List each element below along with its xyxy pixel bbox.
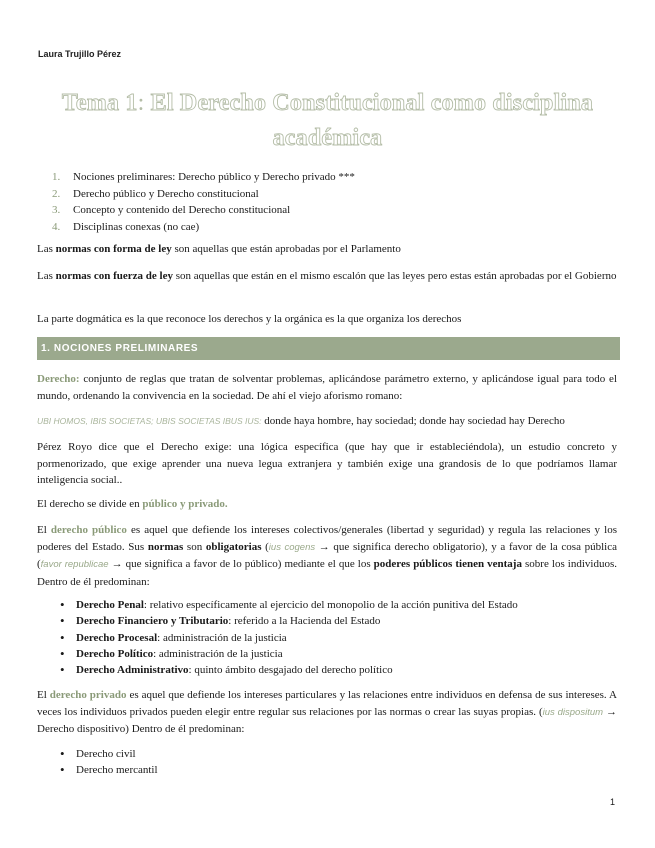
latin-term: ius cogens bbox=[268, 541, 316, 553]
text: → que significa derecho obligatorio), y a favor de la cosa pública ( bbox=[37, 540, 617, 570]
toc-text: Concepto y contenido del Derecho constitucional bbox=[73, 204, 291, 216]
title-part1: Tema 1 bbox=[61, 90, 138, 116]
text: donde haya hombre, hay sociedad; donde hay sociedad hay Derecho bbox=[261, 415, 565, 427]
toc-text: Derecho público y Derecho constitucional bbox=[73, 187, 259, 200]
list-item: • Derecho mercantil bbox=[60, 762, 158, 778]
text: Las bbox=[37, 270, 56, 282]
paragraph-normas-fuerza-ley bbox=[37, 268, 617, 285]
paragraph-parte-dogmatica bbox=[37, 311, 617, 328]
list-item bbox=[60, 646, 518, 662]
toc-number: 4. bbox=[52, 220, 61, 233]
list-item bbox=[60, 662, 518, 678]
text: : administración de la justicia bbox=[153, 647, 283, 660]
text: : administración de la justicia bbox=[157, 631, 287, 644]
table-of-contents bbox=[52, 169, 355, 235]
text: son aquellas que están en el mismo escalón que las leyes pero estas están aprobadas por el Gobierno bbox=[172, 270, 617, 282]
paragraph-perez-royo bbox=[37, 439, 617, 489]
text: El bbox=[37, 524, 51, 536]
paragraph-division bbox=[37, 496, 617, 513]
list-derecho-privado bbox=[60, 746, 158, 779]
term-derecho-privado: derecho privado bbox=[49, 689, 127, 701]
paragraph-derecho-definicion bbox=[37, 371, 617, 404]
text: son bbox=[183, 540, 206, 553]
toc-text: Nociones preliminares: Derecho público y Derecho privado *** bbox=[73, 171, 355, 183]
toc-number: 2. bbox=[52, 187, 61, 200]
text: El derecho se divide en bbox=[37, 498, 143, 510]
bold-term: poderes públicos tienen ventaja bbox=[373, 558, 522, 570]
paragraph-derecho-publico bbox=[37, 522, 617, 590]
toc-number: 1. bbox=[52, 171, 61, 183]
bold-term: Derecho Penal bbox=[76, 599, 144, 611]
text: sobre los individuos. Dentro de él predominan: bbox=[37, 558, 617, 588]
text: : quinto ámbito desgajado del derecho político bbox=[188, 664, 393, 677]
text: Las bbox=[37, 243, 56, 255]
latin-term: favor republicae bbox=[40, 559, 109, 570]
page-title bbox=[40, 86, 615, 156]
paragraph-derecho-privado bbox=[37, 687, 617, 738]
title-colon: : bbox=[137, 90, 145, 116]
bold-term: normas con fuerza de ley bbox=[55, 270, 173, 282]
section-heading-nociones: 1. NOCIONES PRELIMINARES bbox=[37, 337, 620, 360]
author-name: Laura Trujillo Pérez bbox=[38, 49, 122, 59]
toc-item bbox=[52, 186, 355, 203]
bold-term: Derecho Financiero y Tributario bbox=[76, 615, 229, 628]
text: : referido a la Hacienda del Estado bbox=[228, 615, 381, 628]
text: es aquel que defiende los intereses colectivos/generales (libertad y seguridad) y regula las relaciones y los poderes del Estado. Sus bbox=[37, 524, 617, 553]
paragraph-normas-forma-ley bbox=[37, 241, 617, 258]
list-item bbox=[60, 613, 518, 629]
bold-term: Derecho Político bbox=[76, 647, 154, 660]
list-item bbox=[60, 630, 518, 646]
bold-term: Derecho Administrativo bbox=[76, 664, 189, 677]
toc-item bbox=[52, 169, 355, 186]
text: El bbox=[37, 689, 50, 701]
text: ( bbox=[261, 540, 269, 553]
list-item: • Derecho civil bbox=[60, 746, 158, 762]
paragraph-aforismo bbox=[37, 413, 617, 430]
bold-term: obligatorias bbox=[205, 540, 262, 553]
text: La parte dogmática es la que reconoce los derechos y la orgánica es la que organiza los derechos bbox=[37, 313, 462, 325]
text: son aquellas que están aprobadas por el Parlamento bbox=[171, 243, 401, 255]
text: : relativo específicamente al ejercicio del monopolio de la acción punitiva del Estado bbox=[143, 599, 518, 611]
term-derecho-publico: derecho público bbox=[50, 524, 127, 536]
text: Pérez Royo dice que el Derecho exige: una lógica específica (que hay que ir estableciéndola), un estudio concreto y pormenorizado, que exige aprender una nueva legua extranjera y también exige una grandosis de lo que podríamos llamar inteligencia social.. bbox=[37, 441, 617, 486]
bold-term: normas bbox=[147, 540, 184, 553]
toc-number: 3. bbox=[52, 204, 61, 216]
toc-text: Disciplinas conexas (no cae) bbox=[73, 220, 200, 233]
text: es aquel que defiende los intereses particulares y las relaciones entre individuos en defensa de sus intereses. A veces los individuos privados pueden elegir entre regular sus relaciones por las normas o crear las suyas propias. ( bbox=[37, 689, 617, 718]
toc-item bbox=[52, 219, 355, 236]
list-item bbox=[60, 597, 518, 613]
latin-term: ius dispositum bbox=[542, 706, 604, 718]
list-derecho-publico bbox=[60, 597, 518, 678]
title-part2: El Derecho Constitucional como disciplina académica bbox=[144, 90, 594, 151]
toc-item bbox=[52, 202, 355, 219]
page-number: 1 bbox=[609, 797, 615, 807]
bold-term: Derecho Procesal bbox=[76, 631, 158, 644]
term-publico-privado: público y privado. bbox=[142, 498, 228, 510]
text: → que significa a favor de lo público) mediante el que los bbox=[108, 558, 374, 570]
latin-aphorism: UBI HOMOS, IBIS SOCIETAS; UBIS SOCIETAS IBUS IUS: bbox=[37, 416, 262, 426]
text: → Derecho dispositivo) Dentro de él predominan: bbox=[37, 705, 618, 735]
text: conjunto de reglas que tratan de solventar problemas, aplicándose parámetro externo, y aplicándose igual para todo el mundo, ordenando la convivencia en la sociedad. De ahí el viejo aforismo romano: bbox=[37, 373, 617, 402]
term-derecho: Derecho: bbox=[37, 373, 80, 385]
bold-term: normas con forma de ley bbox=[55, 243, 172, 255]
